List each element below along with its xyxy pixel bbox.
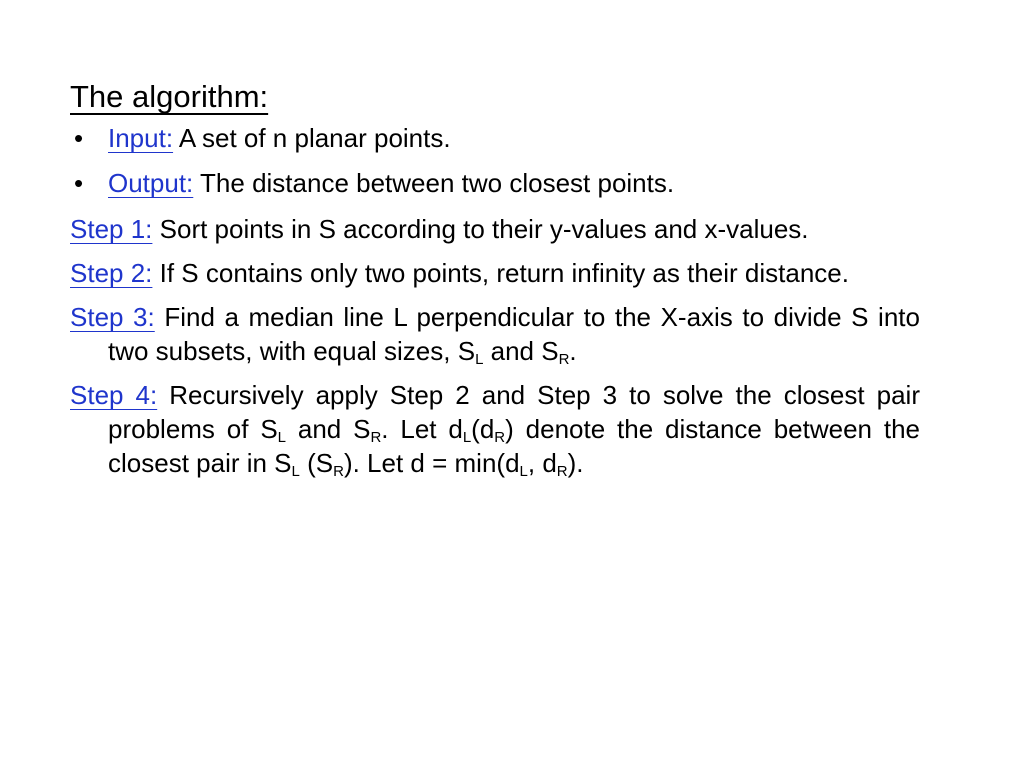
slide-content bbox=[70, 78, 920, 490]
step-3-sub-a: L bbox=[475, 351, 484, 368]
step-4-sub: R bbox=[370, 429, 382, 446]
step-3-text-c: . bbox=[569, 336, 577, 366]
step-2-label: Step 2: bbox=[70, 258, 153, 288]
step-1-text: Sort points in S according to their y-values and x-values. bbox=[159, 214, 809, 244]
step-4-part-2: and S bbox=[286, 414, 371, 444]
output-text: The distance between two closest points. bbox=[200, 168, 675, 198]
step-4-sub: L bbox=[519, 463, 528, 480]
slide-heading bbox=[70, 78, 920, 116]
step-3-text-b: and S bbox=[483, 336, 559, 366]
bullet-dot-icon: • bbox=[74, 168, 84, 198]
step-3-text-a: Find a median line L perpendicular to the X-axis to divide S into two subsets, with equal sizes, S bbox=[108, 302, 920, 366]
step-4-sub: R bbox=[494, 429, 506, 446]
bullet-input bbox=[70, 122, 920, 154]
step-3-sub-b: R bbox=[558, 351, 570, 368]
bullet-dot-icon: • bbox=[74, 123, 84, 153]
step-1 bbox=[70, 212, 920, 246]
input-text: A set of n planar points. bbox=[178, 123, 451, 153]
step-4-part-14: , d bbox=[527, 448, 557, 478]
step-3 bbox=[70, 300, 920, 368]
step-4-sub: L bbox=[277, 429, 287, 446]
heading-text: The algorithm: bbox=[70, 79, 269, 114]
step-4-part-12: ). Let d = min(d bbox=[343, 448, 520, 478]
step-4-sub: L bbox=[462, 429, 472, 446]
step-2-text: If S contains only two points, return infinity as their distance. bbox=[159, 258, 849, 288]
step-4-label: Step 4: bbox=[70, 380, 158, 410]
bullet-output bbox=[70, 167, 920, 199]
step-4-part-8: ) denote the distance between the closest pair in S bbox=[108, 414, 921, 478]
step-4 bbox=[70, 378, 920, 480]
step-4-sub: R bbox=[333, 463, 344, 480]
output-label: Output: bbox=[108, 168, 194, 198]
step-2 bbox=[70, 256, 920, 290]
step-4-part-0: Recursively apply Step 2 and Step 3 to solve the closest pair problems of S bbox=[108, 380, 920, 444]
step-1-label: Step 1: bbox=[70, 214, 153, 244]
step-4-sub: L bbox=[291, 463, 300, 480]
step-4-part-10: (S bbox=[299, 448, 334, 478]
input-label: Input: bbox=[108, 123, 174, 153]
step-4-sub: R bbox=[556, 463, 568, 480]
step-4-part-16: ). bbox=[567, 448, 584, 478]
step-4-part-4: . Let d bbox=[381, 414, 463, 444]
step-3-label: Step 3: bbox=[70, 302, 155, 332]
step-4-part-6: (d bbox=[471, 414, 495, 444]
